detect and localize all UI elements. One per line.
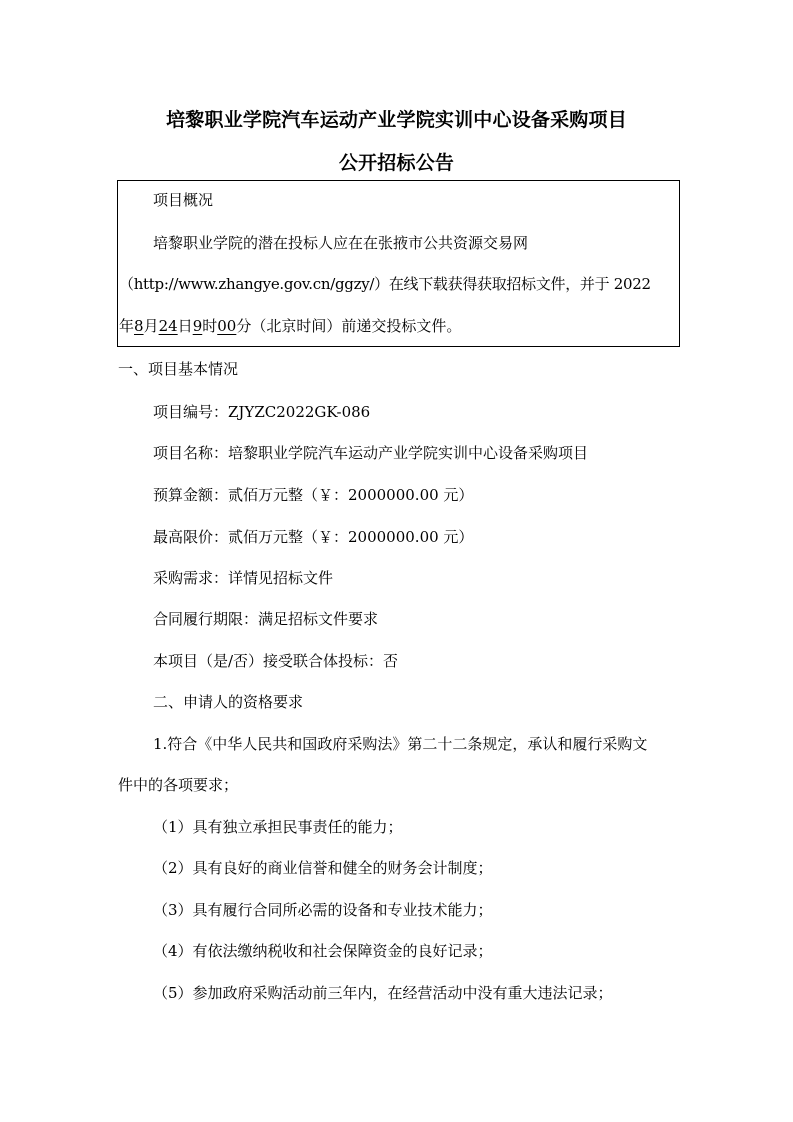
- procurement-requirements: 采购需求：详情见招标文件: [153, 569, 334, 587]
- deadline-day-unit: 日: [177, 317, 193, 335]
- qualification-item: （3）具有履行合同所必需的设备和专业技术能力；: [153, 901, 493, 919]
- overview-heading: 项目概况: [153, 191, 214, 209]
- qualification-item: （4）有依法缴纳税收和社会保障资金的良好记录；: [153, 942, 493, 960]
- max-price: 最高限价：贰佰万元整（￥：2000000.00 元）: [153, 528, 474, 546]
- document-title: 培黎职业学院汽车运动产业学院实训中心设备采购项目: [166, 109, 627, 131]
- deadline-prefix: 年: [119, 317, 135, 335]
- project-number: 项目编号：ZJYZC2022GK-086: [153, 403, 371, 421]
- overview-deadline-line: [119, 316, 461, 336]
- project-name: 项目名称：培黎职业学院汽车运动产业学院实训中心设备采购项目: [153, 444, 589, 462]
- section-2-heading: 二、申请人的资格要求: [153, 693, 304, 711]
- qualification-item: （2）具有良好的商业信誉和健全的财务会计制度；: [153, 859, 493, 877]
- qualification-item: （1）具有独立承担民事责任的能力；: [153, 818, 403, 836]
- consortium-bidding: 本项目（是/否）接受联合体投标：否: [153, 652, 399, 670]
- deadline-month-unit: 月: [143, 317, 159, 335]
- deadline-minute: 00: [217, 317, 237, 335]
- qualification-para-line-2: 件中的各项要求；: [118, 776, 239, 794]
- deadline-day: 24: [158, 317, 178, 335]
- document-subtitle: 公开招标公告: [338, 152, 455, 174]
- deadline-hour: 9: [192, 317, 203, 335]
- overview-paragraph-line-2: （http://www.zhangye.gov.cn/ggzy/）在线下载获得获取招标文件，并于 2022: [119, 275, 651, 293]
- section-1-heading: 一、项目基本情况: [118, 360, 239, 378]
- overview-paragraph-line-1: 培黎职业学院的潜在投标人应在在张掖市公共资源交易网: [153, 234, 529, 252]
- budget-amount: 预算金额：贰佰万元整（￥：2000000.00 元）: [153, 486, 474, 504]
- deadline-hour-unit: 时: [202, 317, 218, 335]
- qualification-item: （5）参加政府采购活动前三年内，在经营活动中没有重大违法记录；: [153, 984, 613, 1002]
- qualification-para-line-1: 1.符合《中华人民共和国政府采购法》第二十二条规定，承认和履行采购文: [153, 735, 648, 753]
- deadline-suffix: 分（北京时间）前递交投标文件。: [236, 317, 462, 335]
- deadline-month: 8: [134, 317, 144, 335]
- contract-period: 合同履行期限：满足招标文件要求: [153, 610, 379, 628]
